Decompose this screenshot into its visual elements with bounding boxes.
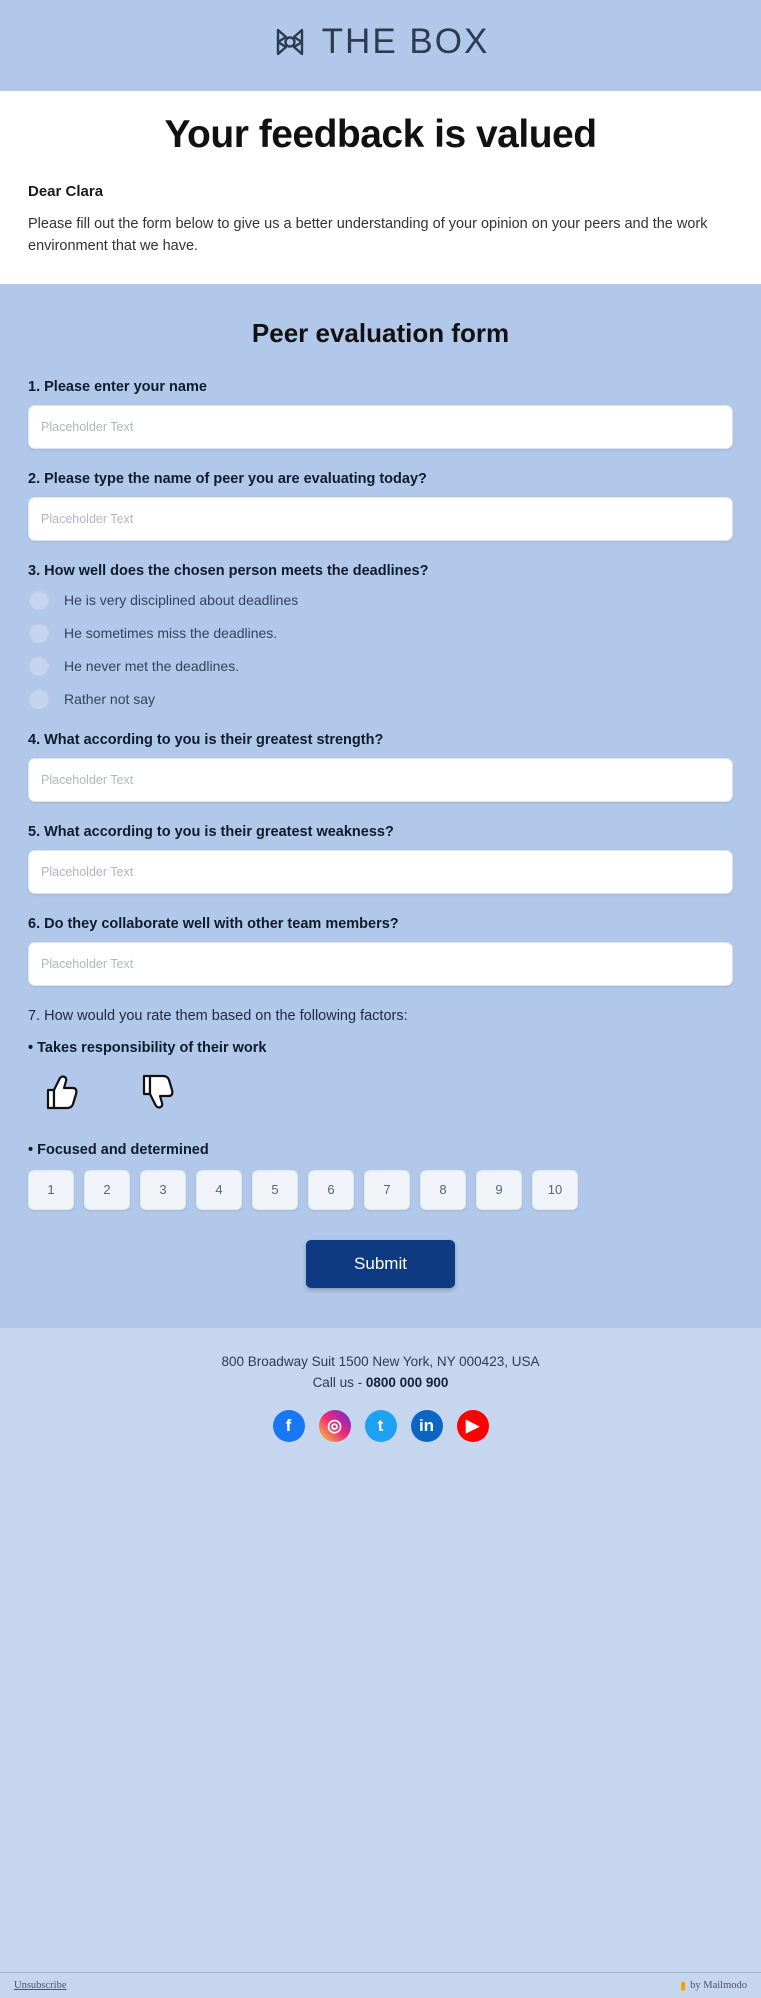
footer-phone-line bbox=[20, 1375, 741, 1390]
numeric-rating-scale bbox=[28, 1170, 733, 1210]
intro-body-text: Please fill out the form below to give us a better understanding of your opinion on your peers and the work environment that we have. bbox=[28, 216, 708, 254]
intro-section bbox=[0, 91, 761, 284]
radio-option-label: He is very disciplined about deadlines bbox=[64, 591, 299, 608]
question-2-label: 2. Please type the name of peer you are evaluating today? bbox=[28, 470, 427, 487]
scale-option[interactable]: 8 bbox=[420, 1170, 466, 1210]
instagram-icon[interactable]: ◎ bbox=[319, 1410, 351, 1442]
thumbs-up-icon[interactable] bbox=[34, 1068, 82, 1116]
radio-circle-icon[interactable] bbox=[28, 655, 50, 677]
bottom-bar bbox=[0, 1972, 761, 1998]
scale-option[interactable]: 5 bbox=[252, 1170, 298, 1210]
made-by-badge[interactable] bbox=[680, 1979, 747, 1992]
linkedin-icon[interactable]: in bbox=[411, 1410, 443, 1442]
facebook-icon[interactable]: f bbox=[273, 1410, 305, 1442]
call-us-label: Call us - bbox=[312, 1374, 366, 1390]
greatest-strength-input[interactable] bbox=[28, 758, 733, 802]
question-4-label: 4. What according to you is their greatest strength? bbox=[28, 731, 384, 748]
radio-circle-icon[interactable] bbox=[28, 688, 50, 710]
mailmodo-mark-icon: ▮ bbox=[680, 1980, 687, 1992]
question-7-label: 7. How would you rate them based on the following factors: bbox=[28, 1007, 408, 1024]
brand-logo[interactable] bbox=[272, 22, 490, 62]
thumbs-rating-group bbox=[34, 1068, 733, 1116]
footer-address: 800 Broadway Suit 1500 New York, NY 000423, USA bbox=[221, 1353, 540, 1369]
brand-name: THE BOX bbox=[321, 22, 490, 61]
question-3-label: 3. How well does the chosen person meets the deadlines? bbox=[28, 562, 429, 579]
page-title: Your feedback is valued bbox=[164, 113, 597, 156]
scale-option[interactable]: 7 bbox=[364, 1170, 410, 1210]
form-section bbox=[0, 284, 761, 1328]
thumbs-down-icon[interactable] bbox=[130, 1068, 178, 1116]
scale-option[interactable]: 3 bbox=[140, 1170, 186, 1210]
name-input[interactable] bbox=[28, 405, 733, 449]
deadline-radio-group bbox=[28, 589, 733, 710]
submit-container bbox=[28, 1240, 733, 1288]
greeting-text: Dear Clara bbox=[28, 183, 104, 200]
unsubscribe-link[interactable]: Unsubscribe bbox=[14, 1980, 67, 1991]
submit-button[interactable]: Submit bbox=[306, 1240, 455, 1288]
email-footer bbox=[0, 1328, 761, 1456]
scale-option[interactable]: 1 bbox=[28, 1170, 74, 1210]
box-mark-icon bbox=[272, 24, 308, 60]
collaboration-input[interactable] bbox=[28, 942, 733, 986]
radio-option[interactable] bbox=[28, 589, 733, 611]
twitter-icon[interactable]: t bbox=[365, 1410, 397, 1442]
scale-option[interactable]: 9 bbox=[476, 1170, 522, 1210]
peer-name-input[interactable] bbox=[28, 497, 733, 541]
radio-option[interactable] bbox=[28, 622, 733, 644]
youtube-icon[interactable]: ▶ bbox=[457, 1410, 489, 1442]
radio-circle-icon[interactable] bbox=[28, 622, 50, 644]
radio-circle-icon[interactable] bbox=[28, 589, 50, 611]
radio-option[interactable] bbox=[28, 655, 733, 677]
made-by-label: by Mailmodo bbox=[690, 1980, 747, 1991]
question-5-label: 5. What according to you is their greatest weakness? bbox=[28, 823, 394, 840]
scale-option[interactable]: 10 bbox=[532, 1170, 578, 1210]
social-links bbox=[20, 1410, 741, 1442]
phone-number[interactable]: 0800 000 900 bbox=[365, 1374, 449, 1390]
scale-option[interactable]: 2 bbox=[84, 1170, 130, 1210]
question-1-label: 1. Please enter your name bbox=[28, 378, 207, 395]
radio-option[interactable] bbox=[28, 688, 733, 710]
radio-option-label: He sometimes miss the deadlines. bbox=[64, 624, 278, 641]
email-header bbox=[0, 0, 761, 91]
radio-option-label: Rather not say bbox=[64, 690, 156, 707]
scale-option[interactable]: 6 bbox=[308, 1170, 354, 1210]
question-6-label: 6. Do they collaborate well with other team members? bbox=[28, 915, 399, 932]
greatest-weakness-input[interactable] bbox=[28, 850, 733, 894]
radio-option-label: He never met the deadlines. bbox=[64, 657, 240, 674]
scale-option[interactable]: 4 bbox=[196, 1170, 242, 1210]
form-title: Peer evaluation form bbox=[251, 317, 510, 348]
factor-1-label: • Takes responsibility of their work bbox=[28, 1039, 267, 1056]
factor-2-label: • Focused and determined bbox=[28, 1141, 209, 1158]
